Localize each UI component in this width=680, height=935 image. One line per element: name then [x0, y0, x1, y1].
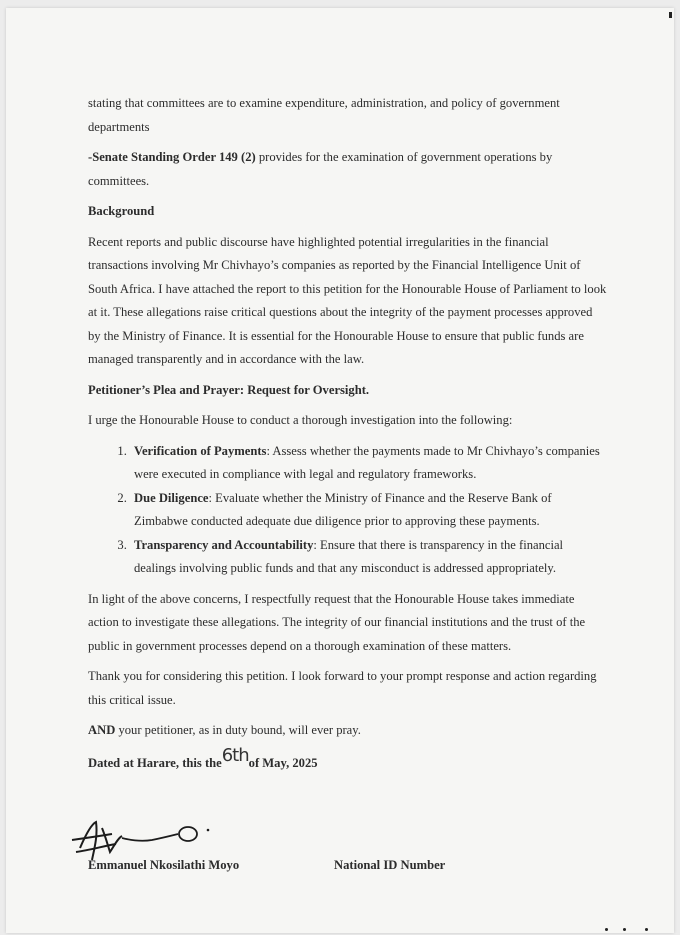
plea-intro: I urge the Honourable House to conduct a thorough investigation into the following:	[88, 413, 513, 427]
handwritten-day: 6th	[221, 744, 249, 766]
plea-heading: Petitioner’s Plea and Prayer: Request for Oversight.	[88, 382, 370, 397]
closing-paragraph	[88, 719, 608, 743]
list-item-title: Verification of Payments	[134, 443, 267, 458]
background-heading: Background	[88, 204, 155, 218]
background-text: Recent reports and public discourse have highlighted potential irregularities in the financial transactions involving Mr Chivhayo’s companies as reported by the Financial Intelligence Unit of South Africa. I have attached the report to this petition for the Honourable House of Parliament to look at it. These allegations raise critical questions about the integrity of the payment processes approved by the Ministry of Finance. It is essential for the Honourable House to ensure that public funds are managed transparently and in accordance with the law.	[88, 234, 607, 366]
national-id-label: National ID Number	[334, 858, 446, 872]
oversight-list	[88, 440, 608, 581]
list-item-title: Transparency and Accountability	[134, 537, 314, 552]
senate-order-paragraph	[88, 146, 608, 193]
list-item-text: : Evaluate whether the Ministry of Finance and the Reserve Bank of Zimbabwe conducted adequate due diligence prior to approving these payments.	[134, 490, 552, 528]
closing-text: your petitioner, as in duty bound, will ever pray.	[115, 723, 361, 737]
document-body	[88, 92, 608, 775]
list-item-text: : Ensure that there is transparency in the financial dealings involving public funds and that any misconduct is addressed appropriately.	[134, 537, 564, 575]
edge-mark	[605, 928, 608, 931]
list-item	[130, 487, 608, 534]
senate-order-ref: -Senate Standing Order 149 (2)	[88, 150, 256, 164]
signer-name: Emmanuel Nkosilathi Moyo	[88, 858, 240, 872]
list-item-text: : Assess whether the payments made to Mr Chivhayo’s companies were executed in compliance with legal and regulatory frameworks.	[134, 443, 600, 481]
document-page	[6, 8, 674, 933]
list-item	[130, 440, 608, 487]
dated-line	[88, 744, 608, 776]
signature-block	[66, 816, 546, 886]
dated-prefix: Dated at Harare, this the	[88, 755, 222, 770]
list-item-title: Due Diligence	[134, 490, 209, 505]
edge-mark	[669, 12, 672, 18]
request-paragraph: In light of the above concerns, I respectfully request that the Honourable House takes immediate action to investigate these allegations. The integrity of our financial institutions and the trust of the public in government processes depend on a thorough examination of these matters.	[88, 591, 586, 653]
list-item	[130, 534, 608, 581]
edge-mark	[623, 928, 626, 931]
dated-suffix: of May, 2025	[248, 755, 318, 770]
intro-continuation: stating that committees are to examine expenditure, administration, and policy of government departments	[88, 96, 560, 134]
edge-mark	[645, 928, 648, 931]
closing-and: AND	[88, 723, 116, 737]
thanks-paragraph: Thank you for considering this petition. I look forward to your prompt response and action regarding this critical issue.	[88, 669, 597, 707]
senate-order-text: provides for the examination of government operations by committees.	[88, 150, 553, 188]
